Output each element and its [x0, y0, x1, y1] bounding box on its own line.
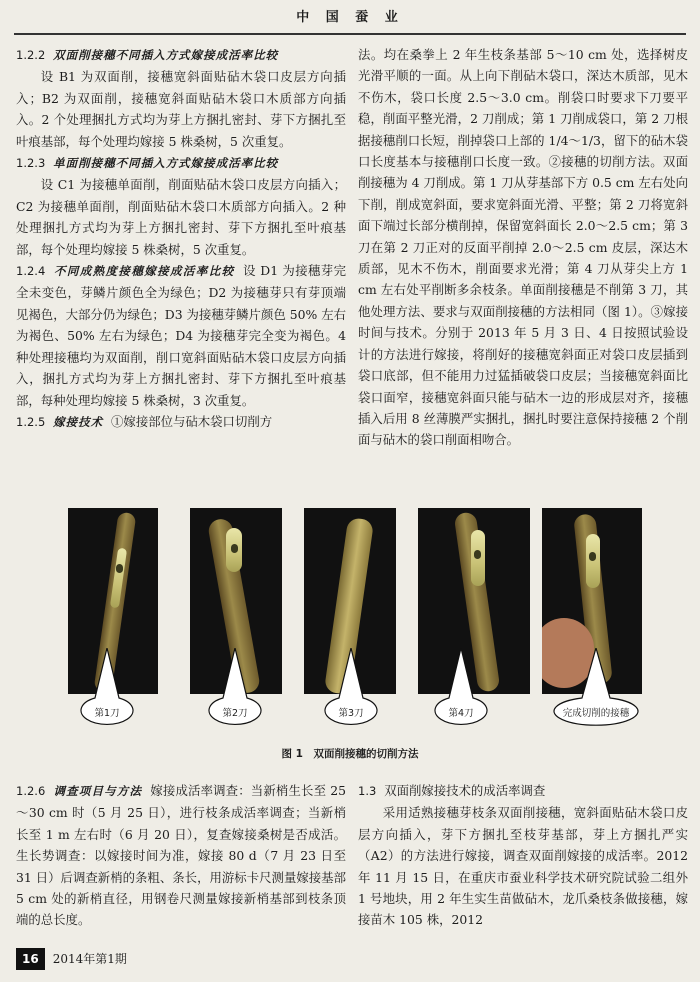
section-title: 双面削接穗不同插入方式嫁接成活率比较 — [53, 48, 279, 62]
callout-cut-4 — [416, 648, 506, 730]
callout-cut-3 — [306, 648, 396, 730]
figure-caption: 图 1 双面削接穗的切削方法 — [281, 748, 419, 760]
section-1-2-3-heading — [16, 152, 346, 174]
section-number: 1.2.2 — [16, 48, 46, 62]
journal-header: 中 国 蚕 业 — [296, 10, 404, 25]
callout-label: 第1刀 — [94, 708, 120, 719]
callout-finished — [546, 648, 646, 730]
issue-label: 2014年第1期 — [52, 952, 127, 966]
section-number: 1.2.3 — [16, 156, 46, 171]
footer — [16, 948, 127, 970]
section-1-2-5 — [16, 411, 346, 433]
callout-cut-2 — [190, 648, 280, 730]
section-title: 嫁接技术 — [53, 414, 104, 429]
header-rule — [14, 33, 686, 35]
section-1-2-6 — [16, 780, 346, 931]
page-number: 16 — [16, 948, 45, 970]
section-body: 设 D1 为接穗芽完全未变色，芽鳞片颜色全为绿色；D2 为接穗芽只有芽顶端见褐色，大部分仍为绿色；D3 为接穗芽鳞片颜色 50% 左右为褐色、50% 左右为绿色；D4 为接穗芽完全变为褐色。4 种处理接穗均为双面削，削口宽斜面贴砧木袋口皮层方向插入，捆扎方式均为芽上方捆扎密封、芽下方捆扎至叶痕基部，每种处理均嫁接 5 株桑树，3 次重复。 — [16, 263, 346, 408]
figure-1 — [40, 508, 660, 758]
callout-label: 第2刀 — [222, 708, 248, 719]
section-title: 双面削嫁接技术的成活率调查 — [384, 783, 546, 798]
section-title: 不同成熟度接穗嫁接成活率比较 — [53, 264, 235, 279]
callout-label: 第4刀 — [448, 708, 474, 719]
left-column — [16, 44, 346, 433]
section-number: 1.2.6 — [16, 784, 46, 798]
section-body: ①嫁接部位与砧木袋口切削方 — [111, 413, 273, 429]
section-number: 1.2.5 — [16, 414, 46, 429]
section-1-3-body: 采用适熟接穗芽枝条双面削接穗，宽斜面贴砧木袋口皮层方向插入，芽下方捆扎至枝芽基部，芽上方捆扎严实（A2）的方法进行嫁接，调查双面削嫁接的成活率。2012 年 11 月 15 日，在重庆市蚕业科学技术研究院试验二组外 1 号地块，用 2 年生实生苗做砧木，龙爪桑枝条做接穗，嫁接苗木 105 株，2012 — [358, 805, 688, 928]
section-1-2-4 — [16, 260, 346, 411]
section-title: 调查项目与方法 — [53, 784, 143, 798]
section-body: 嫁接成活率调查：当新梢生长至 25～30 cm 时（5 月 25 日），进行枝条成活率调查；当新梢长至 1 m 左右时（6 月 20 日），复查嫁接桑树是否成活。生长势调查：以嫁接时间为准，嫁接 80 d（7 月 23 日至 31 日）后调查新梢的条粗、条长，用游标卡尺测量嫁接基部 5 cm 处的新梢直径，用钢卷尺测量嫁接新梢基部到枝条顶端的总长度。 — [16, 783, 346, 928]
grafting-technique-body: 法。均在桑拳上 2 年生枝条基部 5～10 cm 处，选择树皮光滑平顺的一面。从上向下削砧木袋口，深达木质部，见木不伤木，袋口长度 2.5～3.0 cm。削袋口时要求下刀要平稳，削面平整光滑，2 刀削成；第 1 刀削成袋口，第 2 刀根据接穗削口长短，削掉袋口上部的 1/4～1/3，留下的砧木袋口长度基本与接穗削口长度一致。②接穗的切削方法。双面削接穗为 4 刀削成。第 1 刀从芽基部下方 0.5 cm 左右处向下削，削成宽斜面，要求宽斜面光滑、平整；第 2 刀将宽斜面下端过长部分横削掉，保留宽斜面长 2.0～2.5 cm；第 3 刀在第 2 刀正对的反面平削掉 2.0～2.5 cm 皮层，深达木质部，见木不伤木，削面要求光滑；第 4 刀从芽尖上方 1 cm 左右处平削断多余枝条。单面削接穗是不削第 3 刀，其他处理方法、要求与双面削接穗的方法相同（图 1）。③嫁接时间与技术。分别于 2013 年 5 月 3 日、4 日按照试验设计的方法进行嫁接，将削好的接穗宽斜面正对袋口皮层插到袋口底部，但不能用力过猛插破袋口皮层；当接穗宽斜面比袋口面窄，接穗宽斜面只能与砧木一边的形成层对齐，接穗插入后用 8 丝薄膜严实捆扎，捆扎时要注意保持接穗 2 个削面与砧木的袋口削面相吻合。 — [358, 47, 688, 448]
right-column — [358, 44, 688, 451]
callout-label: 完成切削的接穗 — [562, 708, 630, 719]
section-1-3-heading — [358, 780, 688, 802]
section-number: 1.3 — [358, 784, 377, 798]
section-title: 单面削接穗不同插入方式嫁接成活率比较 — [53, 156, 279, 171]
section-1-2-2-body: 设 B1 为双面削，接穗宽斜面贴砧木袋口皮层方向插入；B2 为双面削，接穗宽斜面贴砧木袋口木质部方向插入。2 个处理捆扎方式均为芽上方捆扎密封、芽下方捆扎至叶痕基部，每个处理均嫁接 5 株桑树，5 次重复。 — [16, 69, 346, 149]
callout-label: 第3刀 — [338, 708, 364, 719]
section-1-2-3-body: 设 C1 为接穗单面削，削面贴砧木袋口皮层方向插入；C2 为接穗单面削，削面贴砧木袋口木质部方向插入。2 种处理捆扎方式均为芽上方捆扎密封、芽下方捆扎至叶痕基部，每个处理均嫁接 5 株桑树，5 次重复。 — [16, 177, 346, 257]
callout-cut-1 — [62, 648, 152, 730]
section-1-2-2-heading — [16, 44, 346, 66]
right-column-bottom — [358, 780, 688, 931]
left-column-bottom — [16, 780, 346, 931]
section-number: 1.2.4 — [16, 264, 46, 279]
